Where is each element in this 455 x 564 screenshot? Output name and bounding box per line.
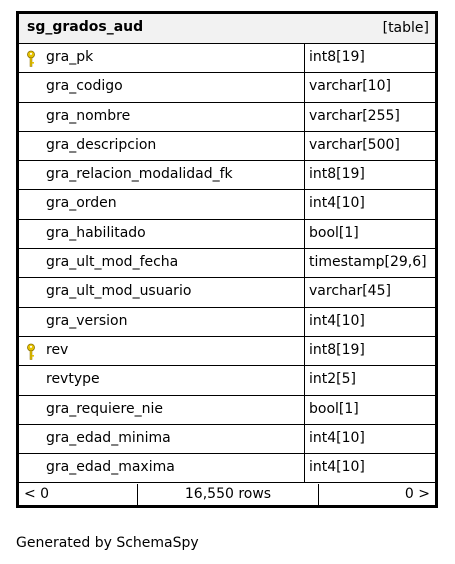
column-type-cell <box>305 161 435 189</box>
key-icon <box>25 50 37 67</box>
column-type: int8[19] <box>309 166 365 183</box>
column-type: int2[5] <box>309 371 356 388</box>
key-icon <box>25 343 37 360</box>
column-type-cell <box>305 249 435 277</box>
column-name-cell <box>19 396 305 424</box>
column-name-cell <box>19 366 305 394</box>
column-name-cell <box>19 308 305 336</box>
column-row <box>19 73 435 102</box>
generated-by-note: Generated by SchemaSpy <box>16 535 199 551</box>
row-count: 16,550 rows <box>138 484 319 505</box>
column-type-cell <box>305 454 435 482</box>
column-name: gra_nombre <box>46 107 131 124</box>
table-footer <box>19 484 435 505</box>
column-type: bool[1] <box>309 224 359 241</box>
column-name: gra_relacion_modalidad_fk <box>46 166 233 183</box>
column-row <box>19 220 435 249</box>
column-type-cell <box>305 366 435 394</box>
parents-count: < 0 <box>19 484 138 505</box>
column-type: varchar[45] <box>309 283 391 300</box>
column-row <box>19 190 435 219</box>
column-name: gra_codigo <box>46 78 123 95</box>
table-node <box>16 11 438 508</box>
column-type-cell <box>305 308 435 336</box>
column-name-cell <box>19 249 305 277</box>
column-name: gra_descripcion <box>46 136 157 153</box>
column-type: varchar[255] <box>309 107 400 124</box>
column-name-cell <box>19 161 305 189</box>
column-name: gra_version <box>46 312 128 329</box>
column-type: int8[19] <box>309 341 365 358</box>
column-row <box>19 249 435 278</box>
column-name-cell <box>19 425 305 453</box>
column-row <box>19 132 435 161</box>
column-name: gra_edad_minima <box>46 429 171 446</box>
column-name: gra_pk <box>46 49 94 65</box>
column-row <box>19 337 435 366</box>
table-name: sg_grados_aud <box>27 19 144 35</box>
column-type-cell <box>305 103 435 131</box>
column-type-cell <box>305 132 435 160</box>
column-name: revtype <box>46 371 100 388</box>
column-type-cell <box>305 337 435 365</box>
column-type-cell <box>305 396 435 424</box>
column-type-cell <box>305 220 435 248</box>
column-type: int4[10] <box>309 195 365 212</box>
column-type: varchar[10] <box>309 78 391 95</box>
column-name: gra_ult_mod_fecha <box>46 254 179 271</box>
column-row <box>19 103 435 132</box>
column-type: int4[10] <box>309 429 365 446</box>
column-type: timestamp[29,6] <box>309 254 427 271</box>
column-name-cell <box>19 454 305 482</box>
column-type: int4[10] <box>309 312 365 329</box>
column-list <box>19 44 435 483</box>
column-type: bool[1] <box>309 400 359 417</box>
column-type-cell <box>305 278 435 306</box>
column-name: rev <box>46 341 69 358</box>
column-type: varchar[500] <box>309 136 400 153</box>
column-name-cell <box>19 73 305 101</box>
column-name-cell <box>19 103 305 131</box>
column-name: gra_edad_maxima <box>46 459 175 476</box>
column-type-cell <box>305 190 435 218</box>
column-type-cell <box>305 44 435 72</box>
column-name: gra_habilitado <box>46 224 146 241</box>
column-row <box>19 44 435 73</box>
column-row <box>19 454 435 483</box>
column-row <box>19 278 435 307</box>
column-name: gra_orden <box>46 195 117 212</box>
column-row <box>19 308 435 337</box>
column-name-cell <box>19 337 305 365</box>
column-type: int4[10] <box>309 459 365 476</box>
column-row <box>19 161 435 190</box>
children-count: 0 > <box>404 486 430 502</box>
column-row <box>19 396 435 425</box>
column-row <box>19 366 435 395</box>
column-name-cell <box>19 190 305 218</box>
table-kind: [table] <box>382 20 429 36</box>
column-name-cell <box>19 220 305 248</box>
table-header <box>19 14 435 44</box>
column-type-cell <box>305 425 435 453</box>
column-name-cell <box>19 44 305 72</box>
column-type-cell <box>305 73 435 101</box>
column-name: gra_requiere_nie <box>46 400 163 417</box>
column-name-cell <box>19 132 305 160</box>
column-name: gra_ult_mod_usuario <box>46 283 192 300</box>
column-row <box>19 425 435 454</box>
column-name-cell <box>19 278 305 306</box>
column-type: int8[19] <box>309 49 365 65</box>
